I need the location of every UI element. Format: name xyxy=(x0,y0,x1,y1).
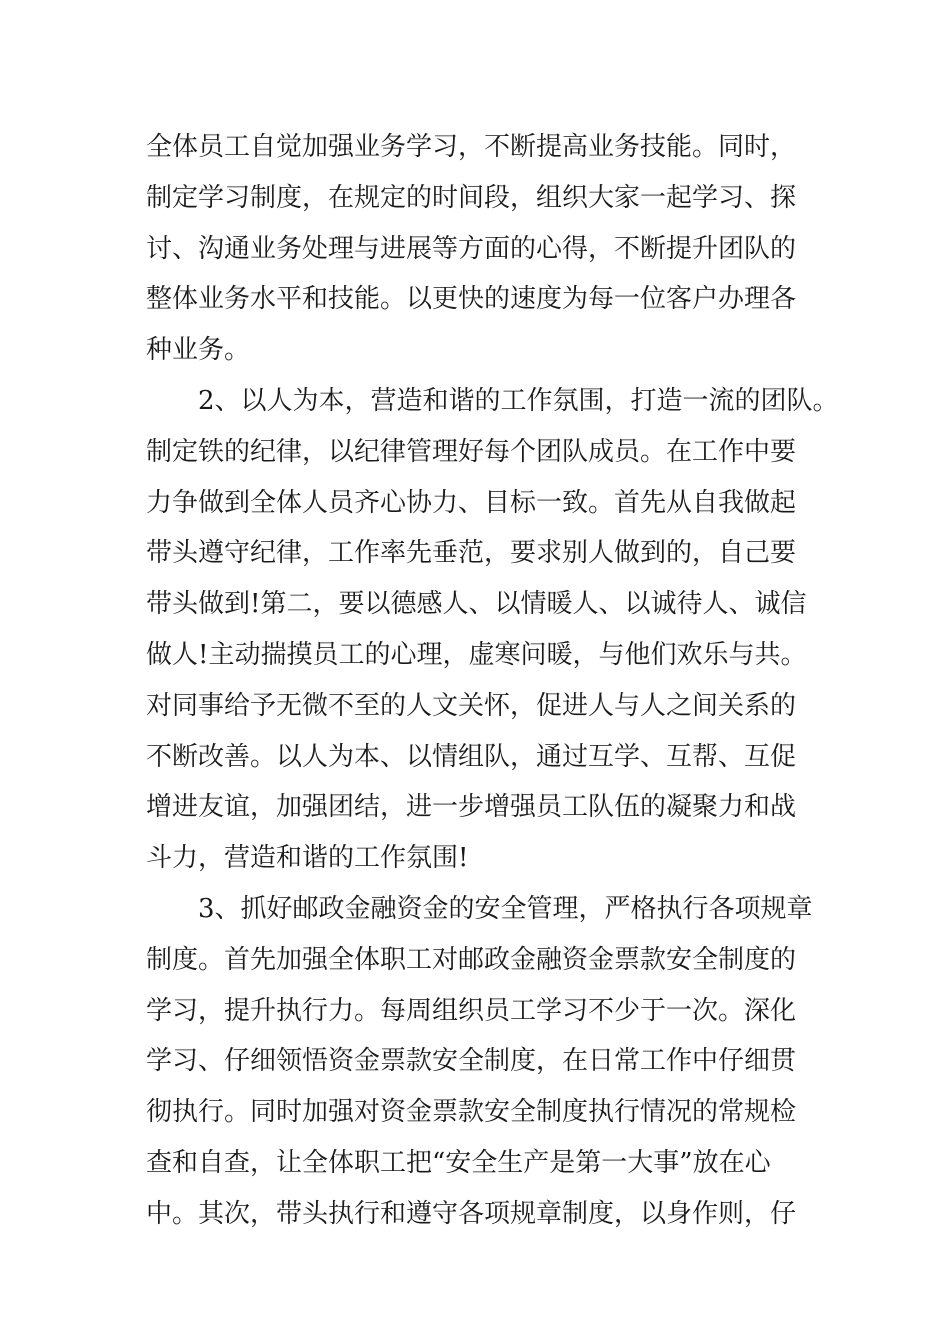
text-line: 种业务。 xyxy=(146,335,251,366)
text-line: 不断改善。以人为本、以情组队，通过互学、互帮、互促 xyxy=(146,741,797,772)
text-line: 中。其次，带头执行和遵守各项规章制度，以身作则，仔 xyxy=(146,1198,797,1229)
text-line: 全体员工自觉加强业务学习，不断提高业务技能。同时， xyxy=(146,132,797,162)
text-line: 3、抓好邮政金融资金的安全管理，严格执行各项规章 xyxy=(198,893,813,924)
text-line: 制定学习制度，在规定的时间段，组织大家一起学习、探 xyxy=(146,182,797,213)
text-line: 学习，提升执行力。每周组织员工学习不少于一次。深化 xyxy=(146,995,797,1026)
text-line: 制度。首先加强全体职工对邮政金融资金票款安全制度的 xyxy=(146,944,797,975)
text-line: 做人!主动揣摸员工的心理，虚寒问暖，与他们欢乐与共。 xyxy=(146,639,807,670)
text-line: 带头做到!第二，要以德感人、以情暖人、以诚待人、诚信 xyxy=(146,589,807,620)
text-line: 讨、沟通业务处理与进展等方面的心得，不断提升团队的 xyxy=(146,233,797,264)
text-line: 学习、仔细领悟资金票款安全制度，在日常工作中仔细贯 xyxy=(146,1046,797,1077)
text-line: 整体业务水平和技能。以更快的速度为每一位客户办理各 xyxy=(146,284,797,315)
text-line: 增进友谊，加强团结，进一步增强员工队伍的凝聚力和战 xyxy=(146,792,797,823)
text-line: 彻执行。同时加强对资金票款安全制度执行情况的常规检 xyxy=(146,1097,797,1128)
text-line: 对同事给予无微不至的人文关怀，促进人与人之间关系的 xyxy=(146,690,797,721)
text-line: 斗力，营造和谐的工作氛围! xyxy=(146,843,469,874)
text-line: 带头遵守纪律，工作率先垂范，要求别人做到的，自己要 xyxy=(146,538,797,569)
text-line: 2、以人为本，营造和谐的工作氛围，打造一流的团队。 xyxy=(198,385,839,416)
body-text xyxy=(146,122,839,1240)
text-line: 查和自查，让全体职工把“安全生产是第一大事”放在心 xyxy=(146,1147,771,1178)
text-line: 力争做到全体人员齐心协力、目标一致。首先从自我做起 xyxy=(146,487,797,518)
text-line: 制定铁的纪律，以纪律管理好每个团队成员。在工作中要 xyxy=(146,436,797,467)
